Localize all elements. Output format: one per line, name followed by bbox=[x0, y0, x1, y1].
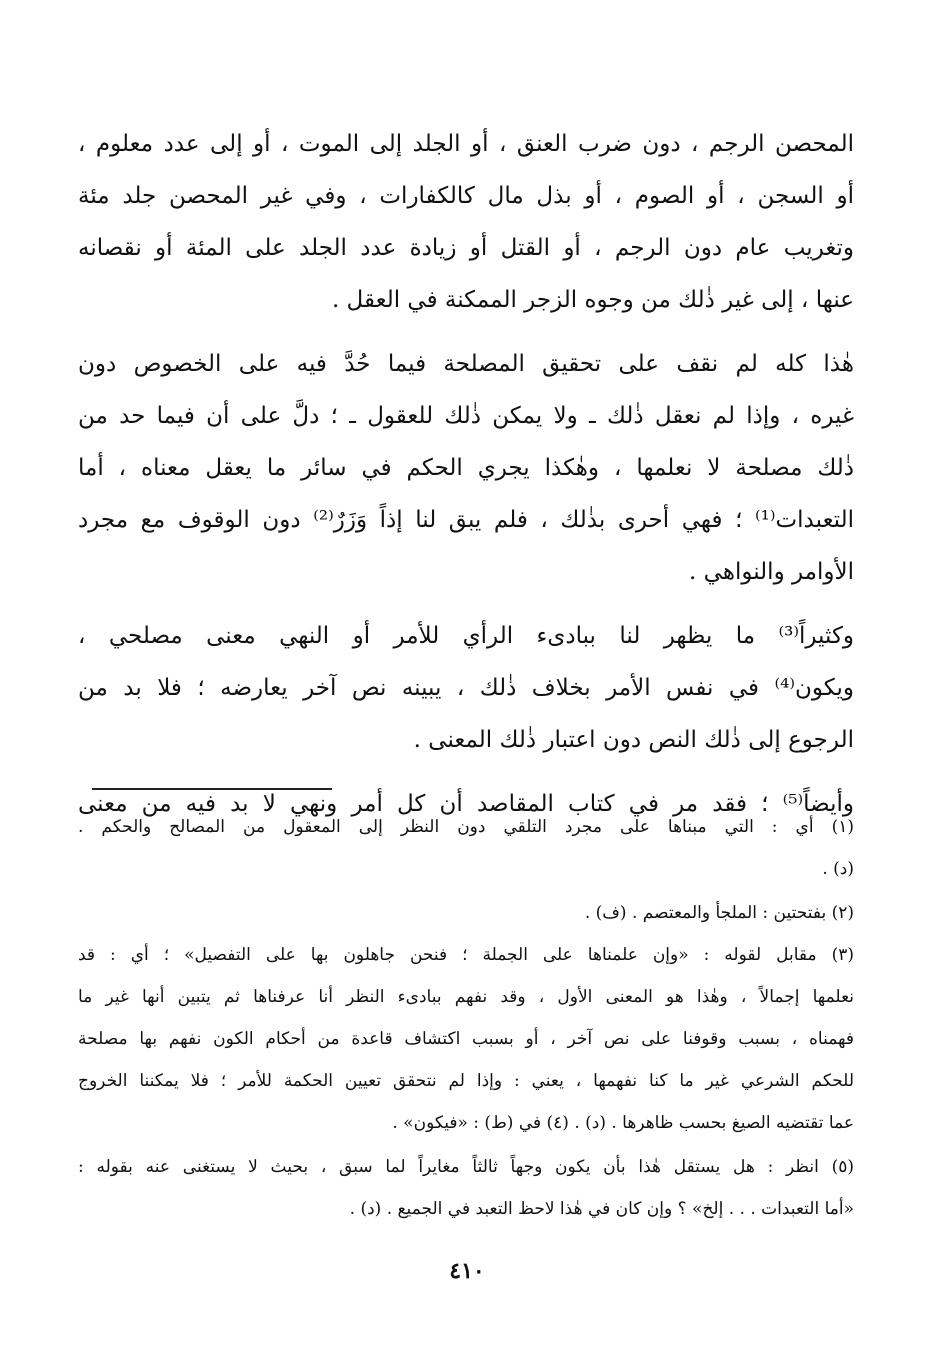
footnote-line: (٣) مقابل لقوله : «وإن علمناها على الجملة ؛ فنحن جاهلون بها على التفصيل» ؛ أي : قد bbox=[78, 945, 854, 965]
text-line: غيره ، وإذا لم نعقل ذٰلك ـ ولا يمكن ذٰلك للعقول ـ ؛ دلَّ على أن فيما حد من bbox=[78, 403, 854, 429]
main-text bbox=[78, 118, 854, 842]
footnote-line: عما تقتضيه الصيغ بحسب ظاهرها . (د) . (٤) في (ط) : «فيكون» . bbox=[392, 1113, 854, 1133]
footnote-3 bbox=[78, 934, 854, 1144]
text-line: وكثيراً⁽³⁾ ما يظهر لنا ببادىء الرأي للأمر أو النهي معنى مصلحي ، bbox=[78, 623, 854, 649]
paragraph-3 bbox=[78, 610, 854, 766]
paragraph-2 bbox=[78, 338, 854, 598]
page-number: ٤١٠ bbox=[449, 1258, 485, 1284]
footnote-line: للحكم الشرعي غير ما كنا نفهمها ، يعني : وإذا لم نتحقق تعيين الحكمة للأمر ؛ فلا يمكننا الخروج bbox=[78, 1071, 854, 1091]
footnotes bbox=[78, 806, 854, 1230]
paragraph-1 bbox=[78, 118, 854, 326]
footnote-line: فهمناه ، بسبب وقوفنا على نص آخر ، أو بسبب اكتشاف قاعدة من أحكام الكون نفهم بها مصلحة bbox=[78, 1029, 854, 1049]
footnote-2 bbox=[78, 892, 854, 934]
text-line: ذٰلك مصلحة لا نعلمها ، وهٰكذا يجري الحكم في سائر ما يعقل معناه ، أما bbox=[78, 455, 854, 481]
footnote-line: (٥) انظر : هل يستقل هٰذا بأن يكون وجهاً ثالثاً مغايراً لما سبق ، بحيث لا يستغنى عنه بقوله : bbox=[78, 1157, 854, 1177]
footnote-line: نعلمها إجمالاً ، وهٰذا هو المعنى الأول ، وقد نفهم ببادىء النظر أنا عرفناها ثم يتبين أنها غير ما bbox=[78, 987, 854, 1007]
text-line: عنها ، إلى غير ذٰلك من وجوه الزجر الممكنة في العقل . bbox=[331, 287, 854, 313]
text-line: ويكون⁽⁴⁾ في نفس الأمر بخلاف ذٰلك ، يبينه نص آخر يعارضه ؛ فلا بد من bbox=[78, 675, 854, 701]
text-line: هٰذا كله لم نقف على تحقيق المصلحة فيما حُدَّ فيه على الخصوص دون bbox=[78, 351, 854, 377]
text-line: وتغريب عام دون الرجم ، أو القتل أو زيادة عدد الجلد على المئة أو نقصانه bbox=[78, 235, 854, 261]
text-line: الأوامر والنواهي . bbox=[689, 559, 854, 585]
text-line: التعبدات⁽¹⁾ ؛ فهي أحرى بذٰلك ، فلم يبق لنا إذاً وَزَرٌ⁽²⁾ دون الوقوف مع مجرد bbox=[78, 507, 854, 533]
footnote-1 bbox=[78, 806, 854, 890]
footnote-separator bbox=[92, 788, 332, 790]
footnote-line: (١) أي : التي مبناها على مجرد التلقي دون النظر إلى المعقول من المصالح والحكم . bbox=[78, 817, 854, 837]
text-line: المحصن الرجم ، دون ضرب العنق ، أو الجلد إلى الموت ، أو إلى عدد معلوم ، bbox=[78, 131, 854, 157]
footnote-line: (د) . bbox=[822, 859, 854, 879]
text-line: أو السجن ، أو الصوم ، أو بذل مال كالكفارات ، وفي غير المحصن جلد مئة bbox=[78, 183, 854, 209]
text-line: وأيضاً⁽⁵⁾ ؛ فقد مر في كتاب المقاصد أن كل أمر ونهي لا بد فيه من معنى bbox=[78, 791, 854, 817]
text-line: الرجوع إلى ذٰلك النص دون اعتبار ذٰلك المعنى . bbox=[413, 727, 854, 753]
footnote-line: (٢) بفتحتين : الملجأ والمعتصم . (ف) . bbox=[584, 903, 854, 923]
footnote-line: «أما التعبدات . . . إلخ» ؟ وإن كان في هٰذا لاحظ التعبد في الجميع . (د) . bbox=[349, 1199, 854, 1219]
footnote-5 bbox=[78, 1146, 854, 1230]
